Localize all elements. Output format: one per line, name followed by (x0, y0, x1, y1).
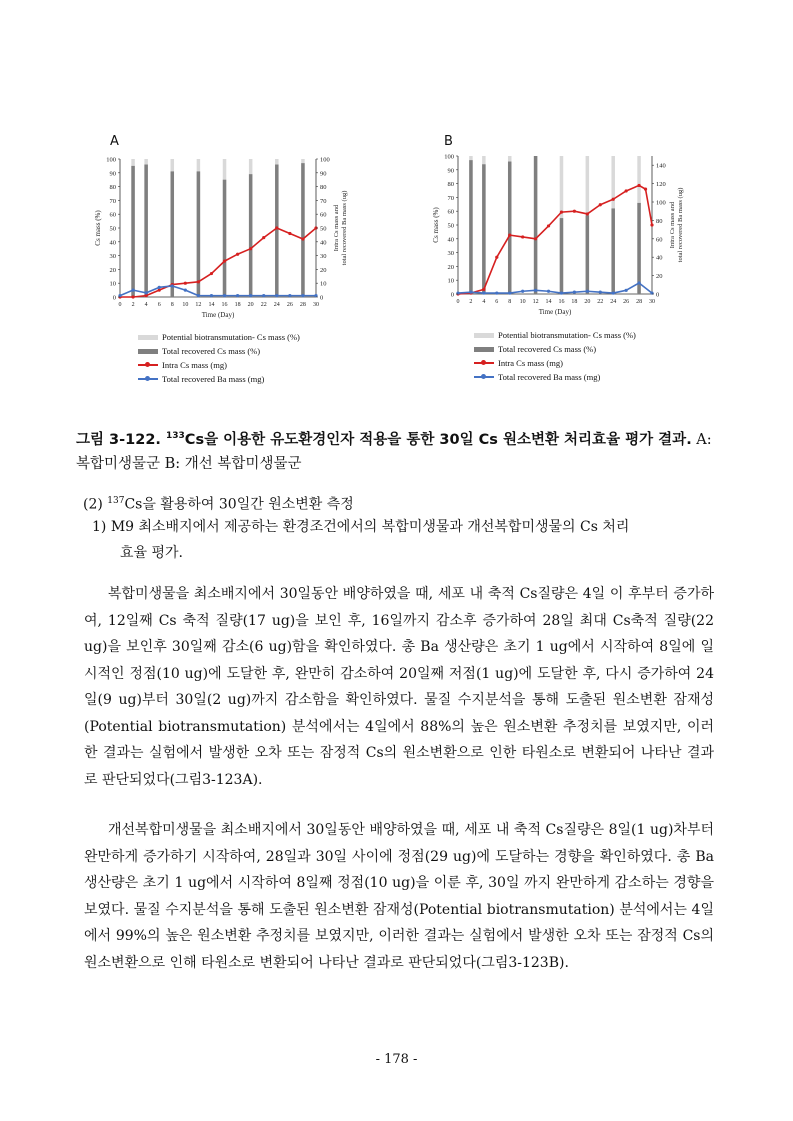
y2-tick-label: 100 (320, 156, 330, 164)
chart-b (420, 144, 700, 334)
series-line (458, 283, 652, 293)
y2-tick-label: 120 (656, 181, 666, 189)
panel-letter-b: B (444, 134, 453, 149)
x-tick-label: 28 (636, 299, 643, 305)
data-point (275, 226, 278, 229)
y-tick-label: 30 (447, 250, 454, 258)
caption-title: Cs을 이용한 유도환경인자 적용을 통한 30일 Cs 원소변환 처리효율 평가 결과. (184, 431, 692, 448)
paragraph-2: 개선복합미생물을 최소배지에서 30일동안 배양하였을 때, 세포 내 축적 Cs질량은 8일(1 ug)차부터 완만하게 증가하기 시작하여, 28일과 30일 사이에 정점(29 ug)에 도달하는 경향을 확인하였다. 총 Ba 생산량은 초기 1 ug에서 시작하여 8일째 정점(10 ug)을 이룬 후, 30일 까지 완만하게 감소하는 경향을 보였다. 물질 수지분석을 통해 도출된 원소변환 잠재성(Potential biotransmutation) 분석에서는 4일에서 99%의 높은 원소변환 추정치를 보였지만, 이러한 결과는 실험에서 발생한 오차 또는 잠정적 Cs의 원소변환으로 인해 타원소로 변환되어 나타난 결과로 판단되었다(그림3-123B). (84, 822, 714, 971)
page-number: - 178 - (375, 1052, 418, 1067)
caption-prefix: 그림 3-122. (76, 431, 166, 448)
data-point (236, 294, 239, 297)
data-point (145, 294, 148, 297)
y-tick-label: 10 (447, 277, 454, 285)
y-tick-label: 70 (109, 197, 116, 205)
legend-item-recovered: Total recovered Cs mass (%) (138, 344, 300, 358)
subsection-title-line2: 효율 평가. (120, 545, 183, 561)
x-tick-label: 12 (532, 299, 539, 305)
data-point (612, 291, 615, 294)
data-point (262, 236, 265, 239)
data-point (560, 291, 563, 294)
data-point (301, 237, 304, 240)
series-line (120, 228, 316, 297)
legend-swatch (138, 335, 158, 340)
y2-tick-label: 100 (656, 199, 666, 207)
data-point (249, 247, 252, 250)
y-axis-label-right-line2: total recovered Ba mass (ug) (341, 190, 348, 266)
x-tick-label: 2 (131, 302, 135, 308)
figure-panel-b (420, 134, 700, 394)
data-point (482, 291, 485, 294)
figure-caption (76, 424, 721, 476)
y-tick-label: 50 (109, 225, 116, 233)
data-point (131, 295, 134, 298)
data-point (534, 237, 537, 240)
bar (144, 165, 148, 297)
data-point (637, 184, 640, 187)
legend-swatch (138, 364, 158, 366)
data-point (184, 289, 187, 292)
y2-tick-label: 0 (320, 294, 324, 302)
y2-tick-label: 20 (656, 273, 663, 281)
data-point (210, 272, 213, 275)
y2-tick-label: 80 (656, 217, 663, 225)
legend-a (138, 330, 300, 386)
bar (301, 163, 305, 297)
legend-item-ba: Total recovered Ba mass (mg) (474, 370, 636, 384)
x-axis-label: Time (Day) (201, 311, 235, 319)
data-point (521, 235, 524, 238)
data-point (236, 253, 239, 256)
y-axis-label-right: Intra Cs mass and (333, 204, 340, 252)
legend-item-recovered: Total recovered Cs mass (%) (474, 342, 636, 356)
x-tick-label: 24 (610, 299, 617, 305)
data-point (223, 294, 226, 297)
data-point (197, 280, 200, 283)
y-tick-label: 70 (447, 194, 454, 202)
y-tick-label: 50 (447, 222, 454, 230)
bar (197, 171, 201, 297)
data-point (158, 289, 161, 292)
data-point (625, 289, 628, 292)
x-tick-label: 18 (571, 299, 578, 305)
bar (171, 171, 175, 297)
y2-tick-label: 140 (656, 162, 666, 170)
data-point (534, 289, 537, 292)
y-tick-label: 40 (447, 236, 454, 244)
y-tick-label: 30 (109, 253, 116, 261)
data-point (637, 281, 640, 284)
y2-tick-label: 60 (320, 211, 327, 219)
y-tick-label: 10 (109, 280, 116, 288)
x-tick-label: 12 (195, 302, 202, 308)
data-point (262, 294, 265, 297)
x-tick-label: 8 (508, 299, 512, 305)
data-point (145, 291, 148, 294)
y-tick-label: 20 (109, 266, 116, 274)
y-axis-label-left: Cs mass (%) (432, 207, 440, 243)
data-point (288, 294, 291, 297)
bar (469, 160, 473, 294)
x-tick-label: 10 (182, 302, 189, 308)
x-tick-label: 4 (482, 299, 486, 305)
x-tick-label: 2 (469, 299, 473, 305)
x-tick-label: 24 (273, 302, 280, 308)
data-point (184, 282, 187, 285)
data-point (301, 294, 304, 297)
data-point (625, 189, 628, 192)
subsection-title-line1: 1) M9 최소배지에서 제공하는 환경조건에서의 복합미생물과 개선복합미생물의 Cs 처리 (92, 519, 630, 535)
data-point (599, 291, 602, 294)
data-point (171, 284, 174, 287)
legend-b (474, 328, 636, 384)
data-point (482, 288, 485, 291)
x-tick-label: 14 (208, 302, 215, 308)
y2-tick-label: 10 (320, 280, 327, 288)
bar (508, 162, 512, 294)
y2-tick-label: 20 (320, 266, 327, 274)
y-tick-label: 60 (447, 208, 454, 216)
bar (534, 156, 538, 294)
bar (611, 208, 615, 294)
x-tick-label: 14 (545, 299, 552, 305)
x-tick-label: 16 (558, 299, 565, 305)
x-tick-label: 8 (170, 302, 174, 308)
bar (275, 165, 279, 297)
bar (223, 180, 227, 297)
data-point (508, 234, 511, 237)
y-tick-label: 60 (109, 211, 116, 219)
y-tick-label: 40 (109, 239, 116, 247)
legend-swatch (474, 362, 494, 364)
y2-tick-label: 40 (656, 254, 663, 262)
x-tick-label: 16 (221, 302, 228, 308)
x-tick-label: 30 (649, 299, 655, 305)
data-point (547, 290, 550, 293)
legend-item-intra-cs: Intra Cs mass (mg) (474, 356, 636, 370)
x-tick-label: 30 (313, 302, 319, 308)
y-tick-label: 0 (450, 291, 454, 299)
y-tick-label: 100 (444, 153, 454, 161)
figure-panel-a (80, 134, 348, 394)
x-axis-label: Time (Day) (538, 308, 572, 316)
y2-tick-label: 80 (320, 184, 327, 192)
x-tick-label: 18 (234, 302, 241, 308)
y-tick-label: 100 (106, 156, 116, 164)
y-tick-label: 0 (112, 294, 116, 302)
x-tick-label: 26 (286, 302, 293, 308)
paragraph-1: 복합미생물을 최소배지에서 30일동안 배양하였을 때, 세포 내 축적 Cs질량은 4일 이 후부터 증가하여, 12일째 Cs 축적 질량(17 ug)을 보인 후, 16일까지 감소후 증가하여 28일 최대 Cs축적 질량(22 ug)을 보인후 30일째 감소(6 ug)함을 확인하였다. 총 Ba 생산량은 초기 1 ug에서 시작하여 8일에 일시적인 정점(10 ug)에 도달한 후, 완만히 감소하여 20일째 저점(1 ug)에 도달한 후, 다시 증가하여 24일(9 ug)부터 30일(2 ug)까지 감소함을 확인하였다. 물질 수지분석을 통해 도출된 원소변환 잠재성(Potential biotransmutation) 분석에서는 4일에서 88%의 높은 원소변환 추정치를 보였지만, 이러한 결과는 실험에서 발생한 오차 또는 잠정적 Cs의 원소변환으로 인한 타원소로 변환되어 나타난 결과로 판단되었다(그림3-123A). (84, 586, 714, 788)
x-tick-label: 6 (495, 299, 499, 305)
legend-swatch (474, 333, 494, 338)
data-point (586, 290, 589, 293)
x-tick-label: 20 (247, 302, 254, 308)
y2-tick-label: 70 (320, 197, 327, 205)
bar (482, 164, 486, 294)
series-line (458, 185, 652, 294)
section-heading: (2) $^{137}$Cs을 활용하여 30일간 원소변환 측정 (83, 496, 354, 513)
y-tick-label: 90 (447, 167, 454, 175)
legend-swatch (474, 347, 494, 352)
data-point (158, 286, 161, 289)
y-axis-label-right: Intra Cs mass and (669, 201, 676, 249)
y-tick-label: 80 (447, 181, 454, 189)
legend-item-potential: Potential biotransmutation- Cs mass (%) (138, 330, 300, 344)
data-point (469, 291, 472, 294)
data-point (508, 291, 511, 294)
data-point (521, 290, 524, 293)
legend-swatch (474, 376, 494, 378)
y-tick-label: 90 (109, 170, 116, 178)
x-tick-label: 26 (623, 299, 630, 305)
y2-tick-label: 0 (656, 291, 660, 299)
y-axis-label-right-line2: total recovered Ba mass (ug) (677, 187, 684, 263)
y2-tick-label: 60 (656, 236, 663, 244)
legend-swatch (138, 349, 158, 354)
legend-item-potential: Potential biotransmutation- Cs mass (%) (474, 328, 636, 342)
x-tick-label: 4 (144, 302, 148, 308)
data-point (547, 224, 550, 227)
data-point (573, 210, 576, 213)
x-tick-label: 28 (299, 302, 306, 308)
x-tick-label: 0 (118, 302, 122, 308)
x-tick-label: 20 (584, 299, 591, 305)
data-point (288, 232, 291, 235)
x-tick-label: 22 (597, 299, 604, 305)
data-point (599, 203, 602, 206)
x-tick-label: 0 (456, 299, 460, 305)
data-point (586, 212, 589, 215)
data-point (612, 198, 615, 201)
legend-item-intra-cs: Intra Cs mass (mg) (138, 358, 300, 372)
legend-item-ba: Total recovered Ba mass (mg) (138, 372, 300, 386)
x-tick-label: 6 (157, 302, 161, 308)
y2-tick-label: 30 (320, 253, 327, 261)
bar (131, 166, 135, 297)
data-point (249, 294, 252, 297)
y-tick-label: 80 (109, 184, 116, 192)
y2-tick-label: 40 (320, 239, 327, 247)
bar (249, 174, 253, 297)
data-point (210, 294, 213, 297)
data-point (573, 291, 576, 294)
bar (560, 218, 564, 294)
data-point (560, 211, 563, 214)
data-point (131, 289, 134, 292)
data-point (495, 256, 498, 259)
x-tick-label: 22 (260, 302, 267, 308)
chart-a (80, 144, 348, 334)
panel-letter-a: A (110, 134, 119, 149)
data-point (650, 223, 653, 226)
data-point (495, 291, 498, 294)
data-point (275, 294, 278, 297)
data-point (197, 294, 200, 297)
bar (586, 215, 590, 294)
bar (637, 203, 641, 294)
data-point (644, 188, 647, 191)
y-tick-label: 20 (447, 263, 454, 271)
x-tick-label: 10 (519, 299, 526, 305)
y2-tick-label: 90 (320, 170, 327, 178)
y2-tick-label: 50 (320, 225, 327, 233)
y-axis-label-left: Cs mass (%) (94, 210, 102, 246)
caption-legend-text: A: 복합미생물군 B: 개선 복합미생물군 (76, 431, 712, 472)
data-point (223, 260, 226, 263)
legend-swatch (138, 378, 158, 380)
caption-isotope: 133 (166, 431, 185, 441)
